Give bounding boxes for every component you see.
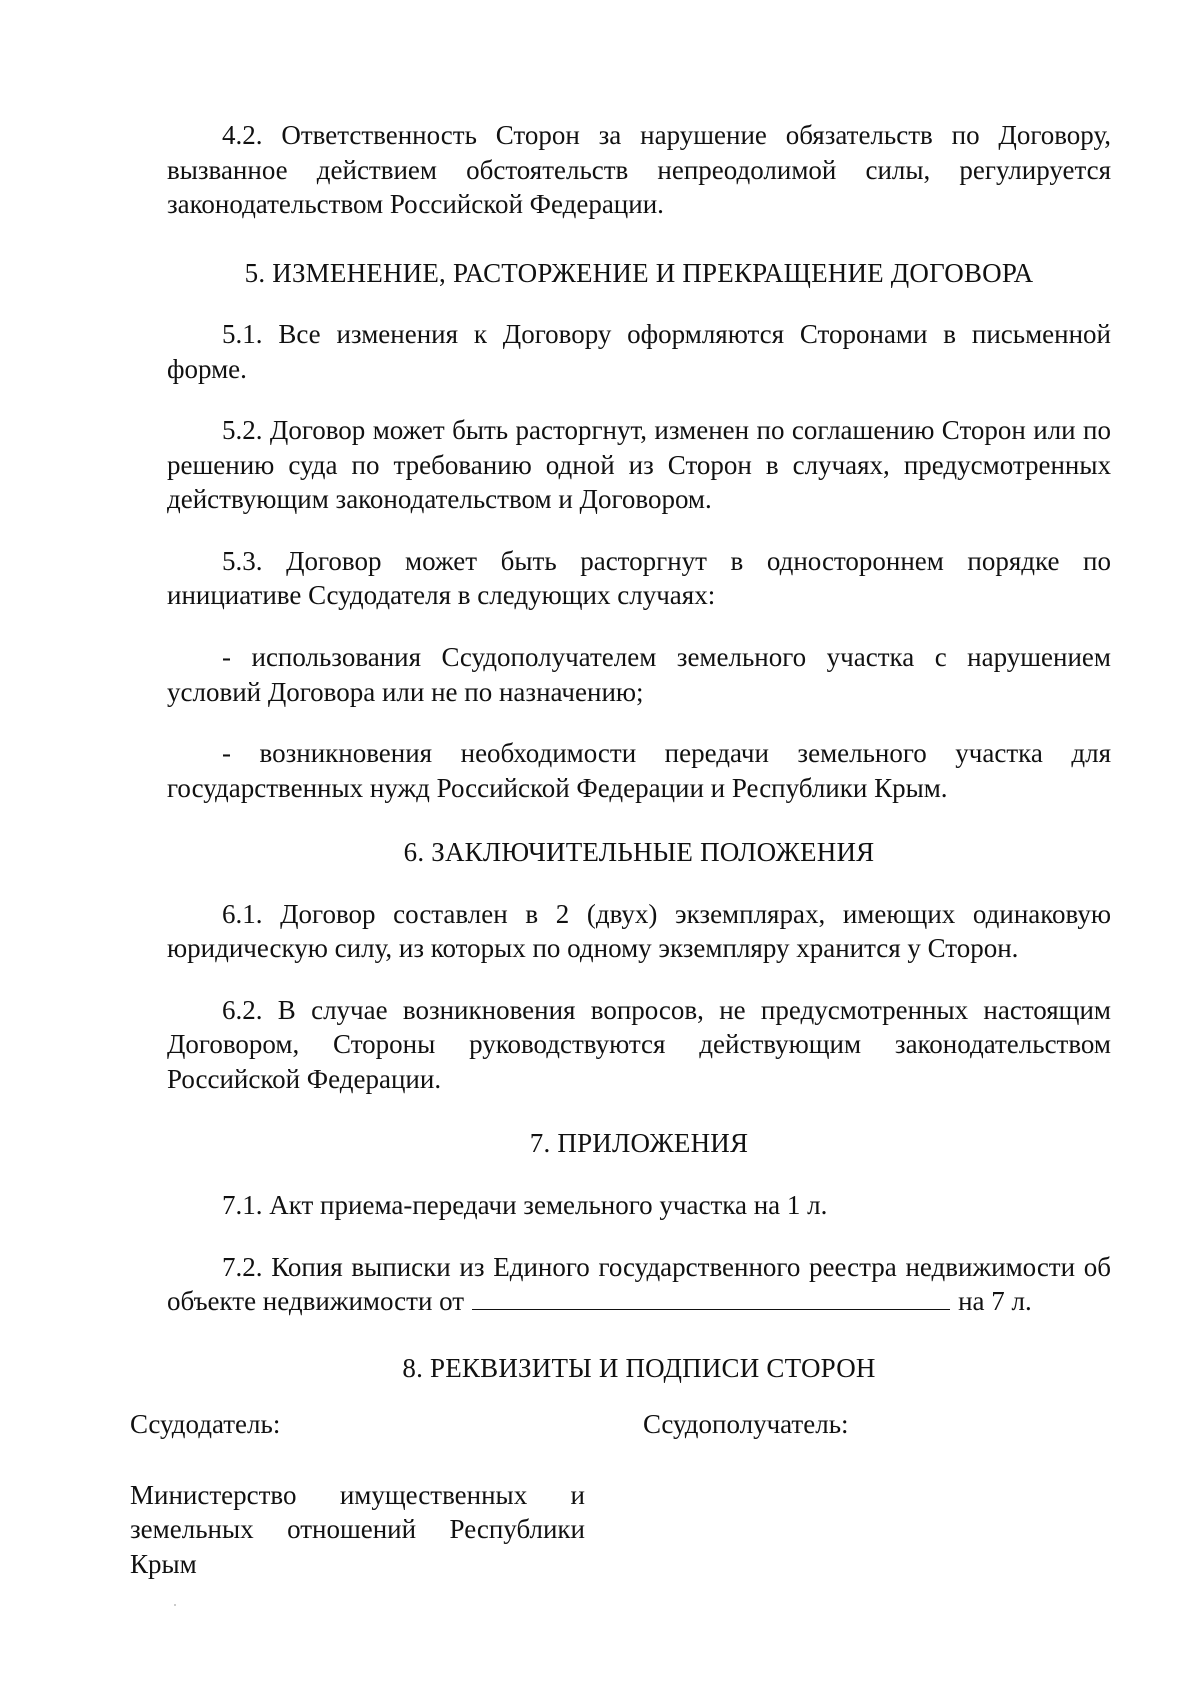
document-body <box>167 118 1111 1385</box>
clause-7-1: 7.1. Акт приема-передачи земельного участка на 1 л. <box>222 1190 828 1221</box>
clause-5-2: 5.2. Договор может быть расторгнут, изменен по соглашению Сторон или по решению суда по требованию одной из Сторон в случаях, предусмотренных действующим законодательством и Договором. <box>167 415 1111 515</box>
clause-4-2: 4.2. Ответственность Сторон за нарушение обязательств по Договору, вызванное действием обстоятельств непреодолимой силы, регулируется законодательством Российской Федерации. <box>167 120 1111 220</box>
section-6-heading: 6. ЗАКЛЮЧИТЕЛЬНЫЕ ПОЛОЖЕНИЯ <box>403 837 875 868</box>
clause-5-3: 5.3. Договор может быть расторгнут в одностороннем порядке по инициативе Ссудодателя в следующих случаях: <box>167 545 1111 611</box>
lender-label: Ссудодатель: <box>130 1409 281 1439</box>
section-5-heading: 5. ИЗМЕНЕНИЕ, РАСТОРЖЕНИЕ И ПРЕКРАЩЕНИЕ ДОГОВОРА <box>244 257 1034 288</box>
section-7-heading: 7. ПРИЛОЖЕНИЯ <box>529 1128 749 1159</box>
lender-column <box>130 1407 585 1581</box>
clause-7-2 <box>167 1250 1111 1319</box>
clause-5-3-item-a: - использования Ссудополучателем земельного участка с нарушением условий Договора или не по назначению; <box>167 642 1111 707</box>
clause-6-1: 6.1. Договор составлен в 2 (двух) экземплярах, имеющих одинаковую юридическую силу, из которых по одному экземпляру хранится у Сторон. <box>167 898 1111 964</box>
clause-5-1: 5.1. Все изменения к Договору оформляются Сторонами в письменной форме. <box>167 319 1111 384</box>
borrower-column <box>643 1407 1083 1581</box>
lender-name: Министерство имущественных и земельных отношений Республики Крым <box>130 1479 585 1579</box>
clause-7-2-text: 7.2. Копия выписки из Единого государственного реестра недвижимости об объекте недвижимости от <box>167 1251 1111 1317</box>
date-blank-line <box>472 1287 950 1310</box>
clause-7-2-pages: на 7 л. <box>958 1286 1032 1317</box>
borrower-label: Ссудополучатель: <box>643 1409 849 1439</box>
clause-5-3-item-b: - возникновения необходимости передачи земельного участка для государственных нужд Российской Федерации и Республики Крым. <box>167 738 1111 803</box>
section-8-heading: 8. РЕКВИЗИТЫ И ПОДПИСИ СТОРОН <box>402 1352 876 1383</box>
clause-6-2: 6.2. В случае возникновения вопросов, не предусмотренных настоящим Договором, Стороны руководствуются действующим законодательством Российской Федерации. <box>167 994 1111 1094</box>
scan-speck <box>174 1604 176 1606</box>
signature-block <box>130 1407 1090 1581</box>
